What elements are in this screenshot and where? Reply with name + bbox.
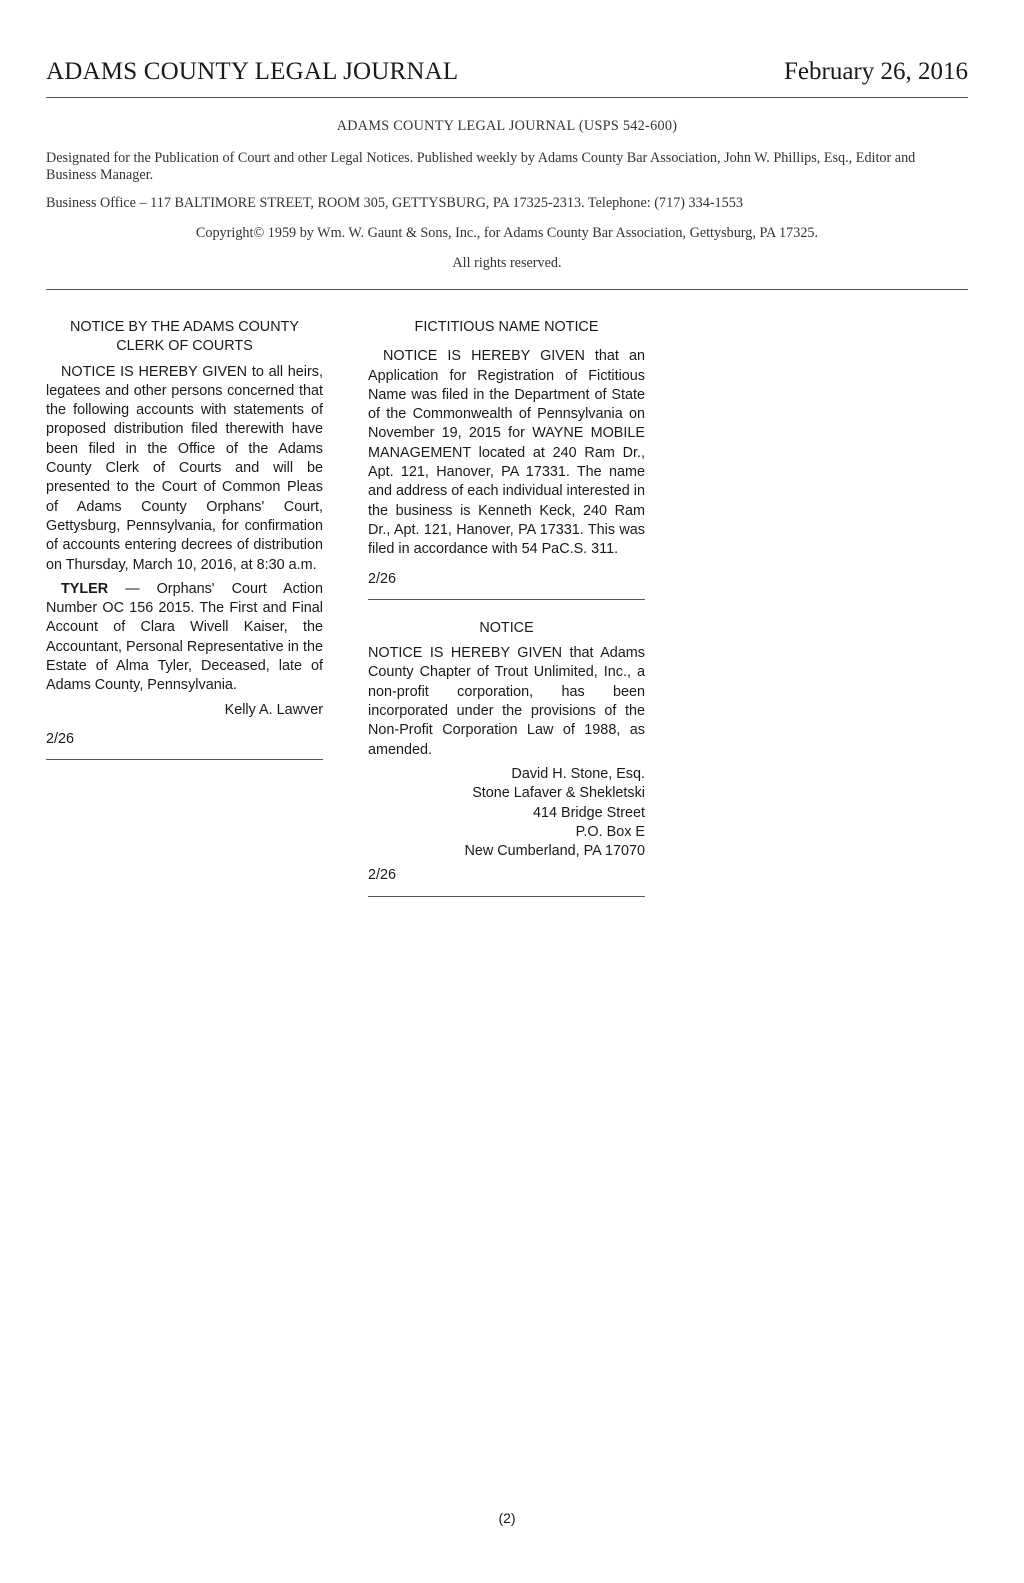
clerk-notice-date: 2/26: [46, 730, 75, 747]
column-left: [46, 318, 323, 760]
divider: [368, 896, 645, 897]
masthead-rights: All rights reserved.: [452, 255, 562, 271]
masthead-rule: [46, 289, 968, 290]
fictitious-notice-body: NOTICE IS HEREBY GIVEN that an Application for Registration of Fictitious Name was filed in the Department of State of the Commonwealth of Pennsylvania on November 19, 2015 for WAYNE MOBILE MANAGEMENT located at 240 Ram Dr., Apt. 121, Hanover, PA 17331. The name and address of each individual interested in the business is Kenneth Keck, 240 Ram Dr., Apt. 121, Hanover, PA 17331. This was filed in accordance with 54 PaC.S. 311.: [368, 348, 645, 558]
masthead-title: ADAMS COUNTY LEGAL JOURNAL (USPS 542-600): [336, 118, 678, 134]
trout-signature-block: [368, 765, 645, 861]
entry-text: — Orphans' Court Action Number OC 156 2015. The First and Final Account of Clara Wivell Kaiser, the Accountant, Personal Representative in the Estate of Alma Tyler, Deceased, late of Adams County, Pennsylvania.: [46, 580, 323, 694]
page-number: (2): [498, 1510, 516, 1526]
clerk-notice-body: NOTICE IS HEREBY GIVEN to all heirs, legatees and other persons concerned that the following accounts with statements of proposed distribution filed therewith have been filed in the Office of the Adams County Clerk of Courts and will be presented to the Court of Common Pleas of Adams County Orphans' Court, Gettysburg, Pennsylvania, for confirmation of accounts entering decrees of distribution on Thursday, March 10, 2016, at 8:30 a.m.: [46, 363, 323, 573]
signature-line: Stone Lafaver & Shekletski: [472, 785, 645, 802]
column-middle: [368, 318, 645, 897]
trout-notice-title: NOTICE: [479, 619, 534, 636]
divider: [46, 759, 323, 760]
entry-name: TYLER: [61, 580, 109, 597]
divider: [368, 599, 645, 600]
page-header: [46, 58, 968, 88]
masthead-designation: Designated for the Publication of Court and other Legal Notices. Published weekly by Adams County Bar Association, John W. Phillips, Esq., Editor and Business Manager.: [46, 150, 916, 183]
clerk-notice-title: NOTICE BY THE ADAMS COUNTY CLERK OF COURTS: [70, 319, 299, 355]
fictitious-notice-date: 2/26: [368, 570, 397, 587]
trout-notice-body: NOTICE IS HEREBY GIVEN that Adams County Chapter of Trout Unlimited, Inc., a non-profit corporation, has been incorporated under the provisions of the Non-Profit Corporation Law of 1988, as amended.: [368, 645, 645, 758]
issue-date: February 26, 2016: [784, 58, 968, 85]
signature-line: P.O. Box E: [575, 823, 645, 840]
trout-notice-date: 2/26: [368, 867, 397, 884]
clerk-notice-entry: [46, 580, 323, 696]
masthead-copyright: Copyright© 1959 by Wm. W. Gaunt & Sons, Inc., for Adams County Bar Association, Gettysburg, PA 17325.: [195, 225, 819, 241]
signature-line: David H. Stone, Esq.: [511, 765, 645, 782]
fictitious-notice-title: FICTITIOUS NAME NOTICE: [414, 319, 599, 335]
header-rule: [46, 97, 968, 98]
publication-title: ADAMS COUNTY LEGAL JOURNAL: [46, 58, 459, 85]
masthead-business-office: Business Office – 117 BALTIMORE STREET, ROOM 305, GETTYSBURG, PA 17325-2313. Telephone: (717) 334-1553: [46, 195, 743, 211]
clerk-signature: Kelly A. Lawver: [224, 701, 323, 718]
signature-line: New Cumberland, PA 17070: [464, 843, 645, 860]
signature-line: 414 Bridge Street: [533, 804, 645, 821]
